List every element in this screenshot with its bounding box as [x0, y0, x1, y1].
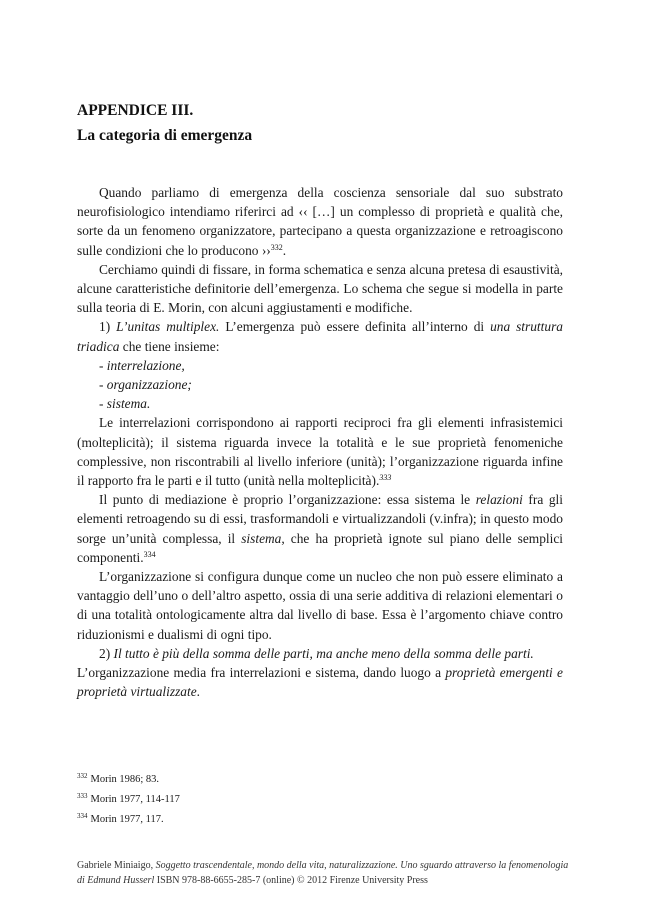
footnote-ref[interactable]: 333	[379, 473, 392, 483]
appendix-heading	[77, 98, 252, 148]
citation-footer: Gabriele Miniaigo, Soggetto trascendentale, mondo della vita, naturalizzazione. Uno sguardo attraverso la fenomenologia di Edmund Husserl ISBN 978-88-6655-285-7 (online) © 2012 Firenze University Press	[77, 860, 569, 886]
paragraph: Le interrelazioni corrispondono ai rapporti reciproci fra gli elementi infrasistemici (molteplicità); il sistema riguarda invece la totalità e le sue proprietà fenomeniche complessive, non riscontrabili al livello inferiore (unità); l’organizzazione riguarda infine il rapporto fra le parti e il tutto (unità nella molteplicità).$^{333}$	[77, 415, 563, 489]
paragraph: Cerchiamo quindi di fissare, in forma schematica e senza alcuna pretesa di esaustività, alcune caratteristiche definitorie dell’emergenza. Lo schema che segue si modella in parte sulla teoria di E. Morin, con alcuni aggiustamenti e modifiche.	[77, 261, 563, 316]
footnote: $^{334}$ Morin 1977, 117.	[77, 812, 164, 825]
footnote: $^{333}$ Morin 1977, 114-117	[77, 792, 180, 805]
paragraph: 1) L’unitas multiplex. L’emergenza può essere definita all’interno di una struttura triadica che tiene insieme:	[77, 319, 563, 354]
appendix-number: APPENDICE III.	[77, 102, 194, 119]
footnote-number: 332	[77, 772, 88, 780]
list-item: - interrelazione,	[99, 357, 185, 373]
footnote-number: 334	[77, 812, 88, 820]
footnote-ref[interactable]: 334	[143, 549, 156, 559]
paragraph: L’organizzazione si configura dunque come un nucleo che non può essere eliminato a vantaggio dell’uno o dell’altro aspetto, ossia di una serie additiva di relazioni elementari o di una totalità ontologicamente altra dal livello di base. Essa è l’argomento chiave contro riduzionismi e dualismi di ogni tipo.	[77, 569, 563, 642]
footnote: $^{332}$ Morin 1986; 83.	[77, 772, 160, 785]
paragraph: 2) Il tutto è più della somma delle parti, ma anche meno della somma delle parti.	[99, 645, 534, 661]
footnote-ref[interactable]: 332	[270, 242, 283, 252]
main-text	[77, 183, 563, 701]
footnote-number: 333	[77, 792, 88, 800]
paragraph: L’organizzazione media fra interrelazioni e sistema, dando luogo a proprietà emergenti e proprietà virtualizzate.	[77, 665, 564, 700]
paragraph: Quando parliamo di emergenza della coscienza sensoriale dal suo substrato neurofisiologico intendiamo riferirci ad ‹‹ […] un complesso di proprietà e qualità che, sorte da un fenomeno organizzatore, partecipano a questa organizzazione e retroagiscono sulle condizioni che lo producono ››$^{332}$.	[77, 185, 563, 258]
list-item: - organizzazione;	[99, 377, 192, 393]
appendix-title: La categoria di emergenza	[77, 127, 253, 144]
paragraph: Il punto di mediazione è proprio l’organizzazione: essa sistema le relazioni fra gli elementi retroagendo su di essi, trasformandoli e virtualizzandoli (v.infra); in questo modo sorge un’unità complessa, il sistema, che ha proprietà ignote sul piano delle semplici componenti.$^{334}$	[77, 492, 563, 565]
footnotes	[77, 770, 180, 830]
list-item: - sistema.	[99, 396, 151, 412]
